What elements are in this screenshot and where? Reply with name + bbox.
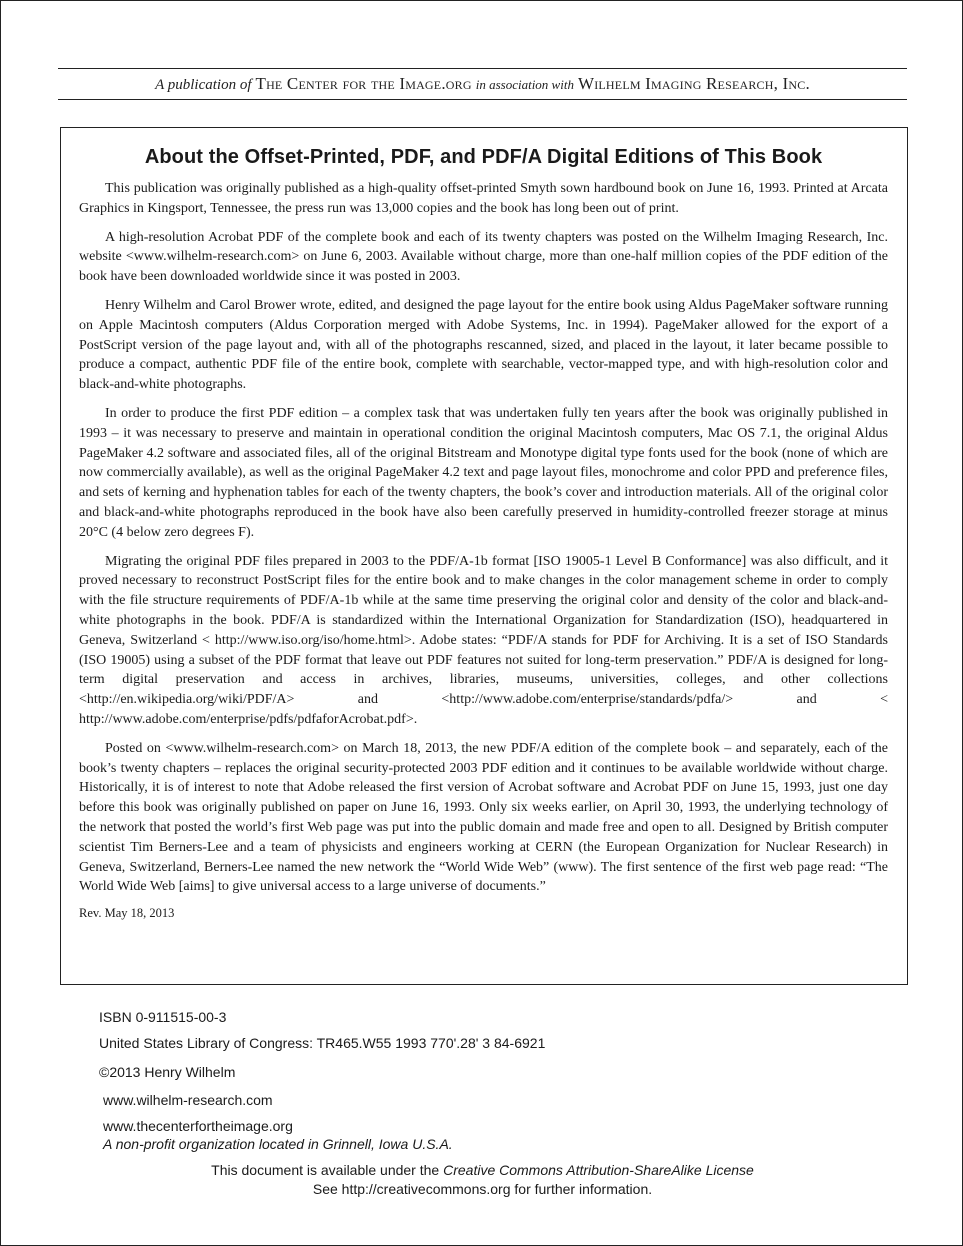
- paragraph-pdf-edition: A high-resolution Acrobat PDF of the complete book and each of its twenty chapters was posted on the Wilhelm Imaging Research, Inc. website <www.wilhelm-research.com> on June 6, 2003. Available without charge, more than one-half million copies of the PDF edition of the book have been downloaded worldwide since it was posted in 2003.: [79, 229, 888, 285]
- nonprofit-note: A non-profit organization located in Grinnell, Iowa U.S.A.: [103, 1136, 453, 1152]
- publication-line: [58, 74, 907, 94]
- copyright: ©2013 Henry Wilhelm: [99, 1064, 236, 1080]
- publication-prefix: A publication of: [155, 77, 252, 93]
- license-line: [1, 1162, 963, 1178]
- library-of-congress: United States Library of Congress: TR465.W55 1993 770'.28' 3 84-6921: [99, 1035, 546, 1051]
- association-text: in association with: [475, 77, 574, 92]
- license-prefix: This document is available under the: [211, 1162, 440, 1178]
- website-wilhelm[interactable]: www.wilhelm-research.com: [103, 1092, 273, 1108]
- paragraph-original-publication: This publication was originally published as a high-quality offset-printed Smyth sown hardbound book on June 16, 1993. Printed at Arcata Graphics in Kingsport, Tennessee, the press run was 13,000 copies and the book has long been out of print.: [79, 181, 888, 216]
- license-name: Creative Commons Attribution-ShareAlike License: [443, 1162, 754, 1178]
- paragraph-first-pdf: In order to produce the first PDF edition – a complex task that was undertaken fully ten years after the book was originally published in 1993 – it was necessary to preserve and maintain in operational condition the original Macintosh computers, Mac OS 7.1, the original Aldus PageMaker 4.2 software and associated files, all of the original Bitstream and Monotype digital type fonts used for the book (none of which are now commercially available), as well as the original PageMaker 4.2 text and page layout files, monochrome and color PPD and preference files, and sets of kerning and hyphenation tables for each of the twenty chapters, the book’s cover and introduction materials. All of the original color and black-and-white photographs reproduced in the book have also been carefully preserved in humidity-controlled freezer storage at minus 20°C (4 below zero degrees F).: [79, 405, 888, 540]
- header-bottom-rule: [58, 99, 907, 100]
- website-center[interactable]: www.thecenterfortheimage.org: [103, 1118, 293, 1134]
- header-top-rule: [58, 68, 907, 69]
- paragraph-posted: Posted on <www.wilhelm-research.com> on March 18, 2013, the new PDF/A edition of the complete book – and separately, each of the book’s twenty chapters – replaces the original security-protected 2003 PDF edition and it continues to be available worldwide without charge. Historically, it is of interest to note that Adobe released the first version of Acrobat software and Acrobat PDF on June 15, 1993, just one day before this book was originally published on paper on June 16, 1993. Only six weeks earlier, on April 30, 1993, the underlying technology of the network that posted the world’s first Web page was put into the public domain and made free and open to all. Designed by British computer scientist Tim Berners-Lee and a team of physicists and engineers working at CERN (the European Organization for Nuclear Research) in Geneva, Switzerland, Berners-Lee named the new network the “World Wide Web” (www). The first sentence of the first web page read: “The World Wide Web [aims] to give universal access to a large universe of documents.”: [79, 740, 888, 895]
- license-info: See http://creativecommons.org for further information.: [312, 1181, 653, 1197]
- isbn: ISBN 0-911515-00-3: [99, 1009, 227, 1025]
- revision-date: Rev. May 18, 2013: [79, 906, 175, 921]
- paragraph-pagemaker: Henry Wilhelm and Carol Brower wrote, edited, and designed the page layout for the entire book using Aldus PageMaker software running on Apple Macintosh computers (Aldus Corporation merged with Adobe Systems, Inc. in 1994). PageMaker allowed for the export of a PostScript version of the page layout and, with all of the photographs rescanned, sized, and placed in the layout, it later became possible to produce a compact, authentic PDF file of the entire book, complete with searchable, vector-mapped type, and with high-resolution color and black-and-white photographs.: [79, 297, 888, 393]
- box-title: About the Offset-Printed, PDF, and PDF/A Digital Editions of This Book: [144, 146, 823, 168]
- company-name: Wilhelm Imaging Research, Inc.: [577, 74, 810, 93]
- paragraph-pdfa-migration: Migrating the original PDF files prepared in 2003 to the PDF/A-1b format [ISO 19005-1 Level B Conformance] was also difficult, and it proved necessary to reconstruct PostScript files for the entire book and to make changes in the color management scheme in order to comply with the file structure requirements of PDF/A-1b while at the same time preserving the original color and density of the color and black-and-white photographs in the book. PDF/A is standardized within the International Organization for Standardization (ISO), headquartered in Geneva, Switzerland < http://www.iso.org/iso/home.html>. Adobe states: “PDF/A stands for PDF for Archiving. It is a set of ISO Standards (ISO 19005) using a subset of the PDF format that leave out PDF features not suited for long-term preservation.” PDF/A is designed for long-term digital preservation and access in archives, libraries, museums, universities, colleges, and other collections <http://en.wikipedia.org/wiki/PDF/A> and <http://www.adobe.com/enterprise/standards/pdfa/> and < http://www.adobe.com/enterprise/pdfs/pdfaforAcrobat.pdf>.: [79, 553, 888, 727]
- editions-box: [60, 127, 908, 985]
- center-name: The Center for the Image.org: [255, 74, 472, 93]
